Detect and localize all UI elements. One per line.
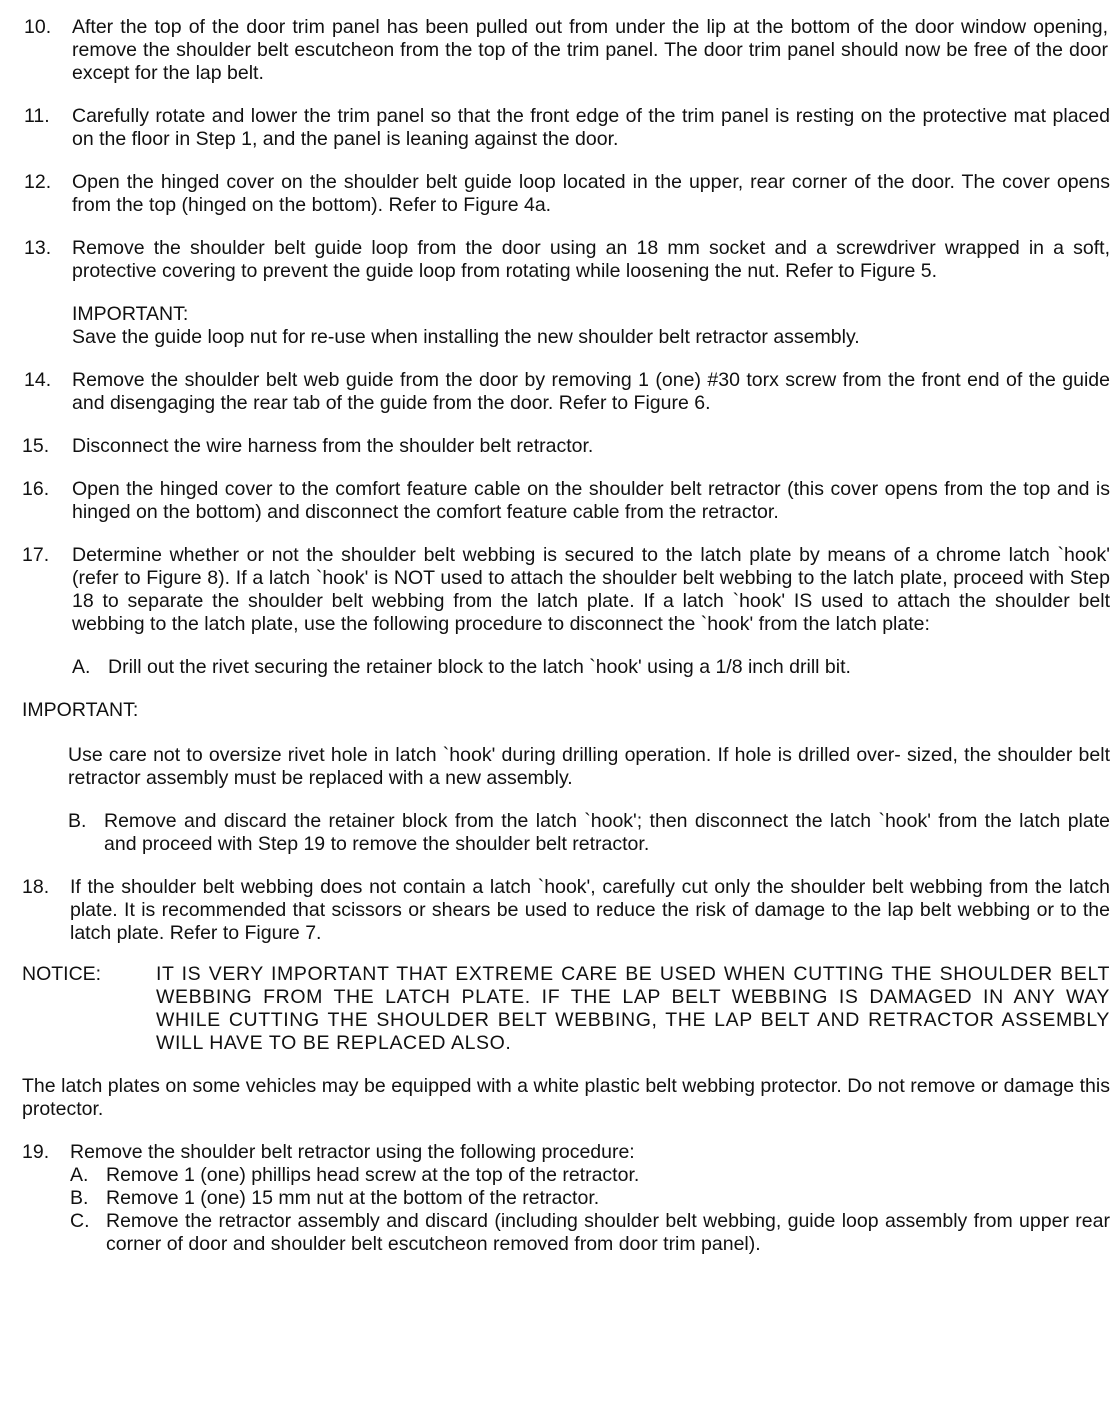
- substep-b: [68, 810, 1110, 856]
- substep-a: [72, 656, 1110, 679]
- step-text: Remove the shoulder belt retractor using the following procedure:: [70, 1141, 635, 1163]
- substep-letter: B.: [70, 1187, 89, 1209]
- step-number: 12.: [24, 171, 52, 193]
- step-text: After the top of the door trim panel has been pulled out from under the lip at the bottom of the door window opening, remove the shoulder belt escutcheon from the top of the trim panel. The door trim panel should now be free of the door except for the lap belt.: [72, 16, 1108, 84]
- step-17: [22, 544, 1110, 679]
- notice-block: [22, 963, 1110, 1055]
- substep-text: Drill out the rivet securing the retainer block to the latch `hook' using a 1/8 inch drill bit.: [108, 656, 851, 678]
- step-text: Remove the shoulder belt guide loop from the door using an 18 mm socket and a screwdriver wrapped in a soft, protective covering to prevent the guide loop from rotating while loosening the nut. Refer to Figure 5.: [72, 237, 1110, 282]
- substep-letter: A.: [70, 1164, 89, 1186]
- step-18: [22, 876, 1110, 945]
- notice-text: IT IS VERY IMPORTANT THAT EXTREME CARE BE USED WHEN CUTTING THE SHOULDER BELT WEBBING FROM THE LATCH PLATE. IF THE LAP BELT WEBBING IS DAMAGED IN ANY WAY WHILE CUTTING THE SHOULDER BELT WEBBING, THE LAP BELT AND RETRACTOR ASSEMBLY WILL HAVE TO BE REPLACED ALSO.: [156, 963, 1110, 1054]
- step-text: Remove the shoulder belt web guide from the door by removing 1 (one) #30 torx screw from the front end of the guide and disengaging the rear tab of the guide from the door. Refer to Figure 6.: [72, 369, 1110, 414]
- step-11: [22, 105, 1110, 151]
- substep-letter: B.: [68, 810, 87, 832]
- step-14: [22, 369, 1110, 415]
- step-number: 14.: [24, 369, 52, 391]
- step-number: 18.: [22, 876, 50, 898]
- step-number: 13.: [24, 237, 52, 259]
- notice-label: NOTICE:: [22, 963, 102, 985]
- important-text: Save the guide loop nut for re-use when installing the new shoulder belt retractor assembly.: [72, 326, 860, 348]
- step-13: [22, 237, 1110, 349]
- step-16: [22, 478, 1110, 524]
- step-number: 19.: [22, 1141, 50, 1163]
- substep-b: [70, 1187, 1110, 1210]
- step-number: 15.: [22, 435, 50, 457]
- substep-text: Remove the retractor assembly and discard (including shoulder belt webbing, guide loop assembly from upper rear corner of door and shoulder belt escutcheon removed from door trim panel).: [106, 1210, 1110, 1255]
- important-block: [22, 699, 1110, 790]
- substep-letter: C.: [70, 1210, 90, 1232]
- step-text: Determine whether or not the shoulder belt webbing is secured to the latch plate by means of a chrome latch `hook' (refer to Figure 8). If a latch `hook' is NOT used to attach the shoulder belt webbing to the latch plate, proceed with Step 18 to separate the shoulder belt webbing from the latch plate. If a latch `hook' IS used to attach the shoulder belt webbing to the latch plate, use the following procedure to disconnect the `hook' from the latch plate:: [72, 544, 1110, 635]
- step-10: [22, 16, 1110, 85]
- substep-letter: A.: [72, 656, 91, 678]
- substep-c: [70, 1210, 1110, 1256]
- important-text: Use care not to oversize rivet hole in latch `hook' during drilling operation. If hole is drilled over- sized, the shoulder belt retractor assembly must be replaced with a new assembly.: [68, 744, 1110, 789]
- step-text: Carefully rotate and lower the trim panel so that the front edge of the trim panel is resting on the protective mat placed on the floor in Step 1, and the panel is leaning against the door.: [72, 105, 1110, 150]
- substep-text: Remove and discard the retainer block from the latch `hook'; then disconnect the latch `hook' from the latch plate and proceed with Step 19 to remove the shoulder belt retractor.: [104, 810, 1110, 855]
- step-number: 17.: [22, 544, 50, 566]
- substep-text: Remove 1 (one) 15 mm nut at the bottom of the retractor.: [106, 1187, 600, 1209]
- step-text: If the shoulder belt webbing does not contain a latch `hook', carefully cut only the shoulder belt webbing from the latch plate. It is recommended that scissors or shears be used to reduce the risk of damage to the lap belt webbing or to the latch plate. Refer to Figure 7.: [70, 876, 1110, 944]
- step-text: Open the hinged cover to the comfort feature cable on the shoulder belt retractor (this cover opens from the top and is hinged on the bottom) and disconnect the comfort feature cable from the retractor.: [72, 478, 1110, 523]
- substep-a: [70, 1164, 1110, 1187]
- important-label: IMPORTANT:: [72, 303, 189, 325]
- step-number: 16.: [22, 478, 50, 500]
- step-text: Disconnect the wire harness from the shoulder belt retractor.: [72, 435, 594, 457]
- latch-note: The latch plates on some vehicles may be equipped with a white plastic belt webbing protector. Do not remove or damage this protector.: [22, 1075, 1110, 1120]
- step-number: 10.: [24, 16, 52, 38]
- substep-text: Remove 1 (one) phillips head screw at the top of the retractor.: [106, 1164, 640, 1186]
- step-number: 11.: [24, 105, 50, 127]
- step-12: [22, 171, 1110, 217]
- important-label: IMPORTANT:: [22, 699, 139, 721]
- step-15: [22, 435, 1110, 458]
- step-text: Open the hinged cover on the shoulder belt guide loop located in the upper, rear corner of the door. The cover opens from the top (hinged on the bottom). Refer to Figure 4a.: [72, 171, 1110, 216]
- step-19: [22, 1141, 1110, 1256]
